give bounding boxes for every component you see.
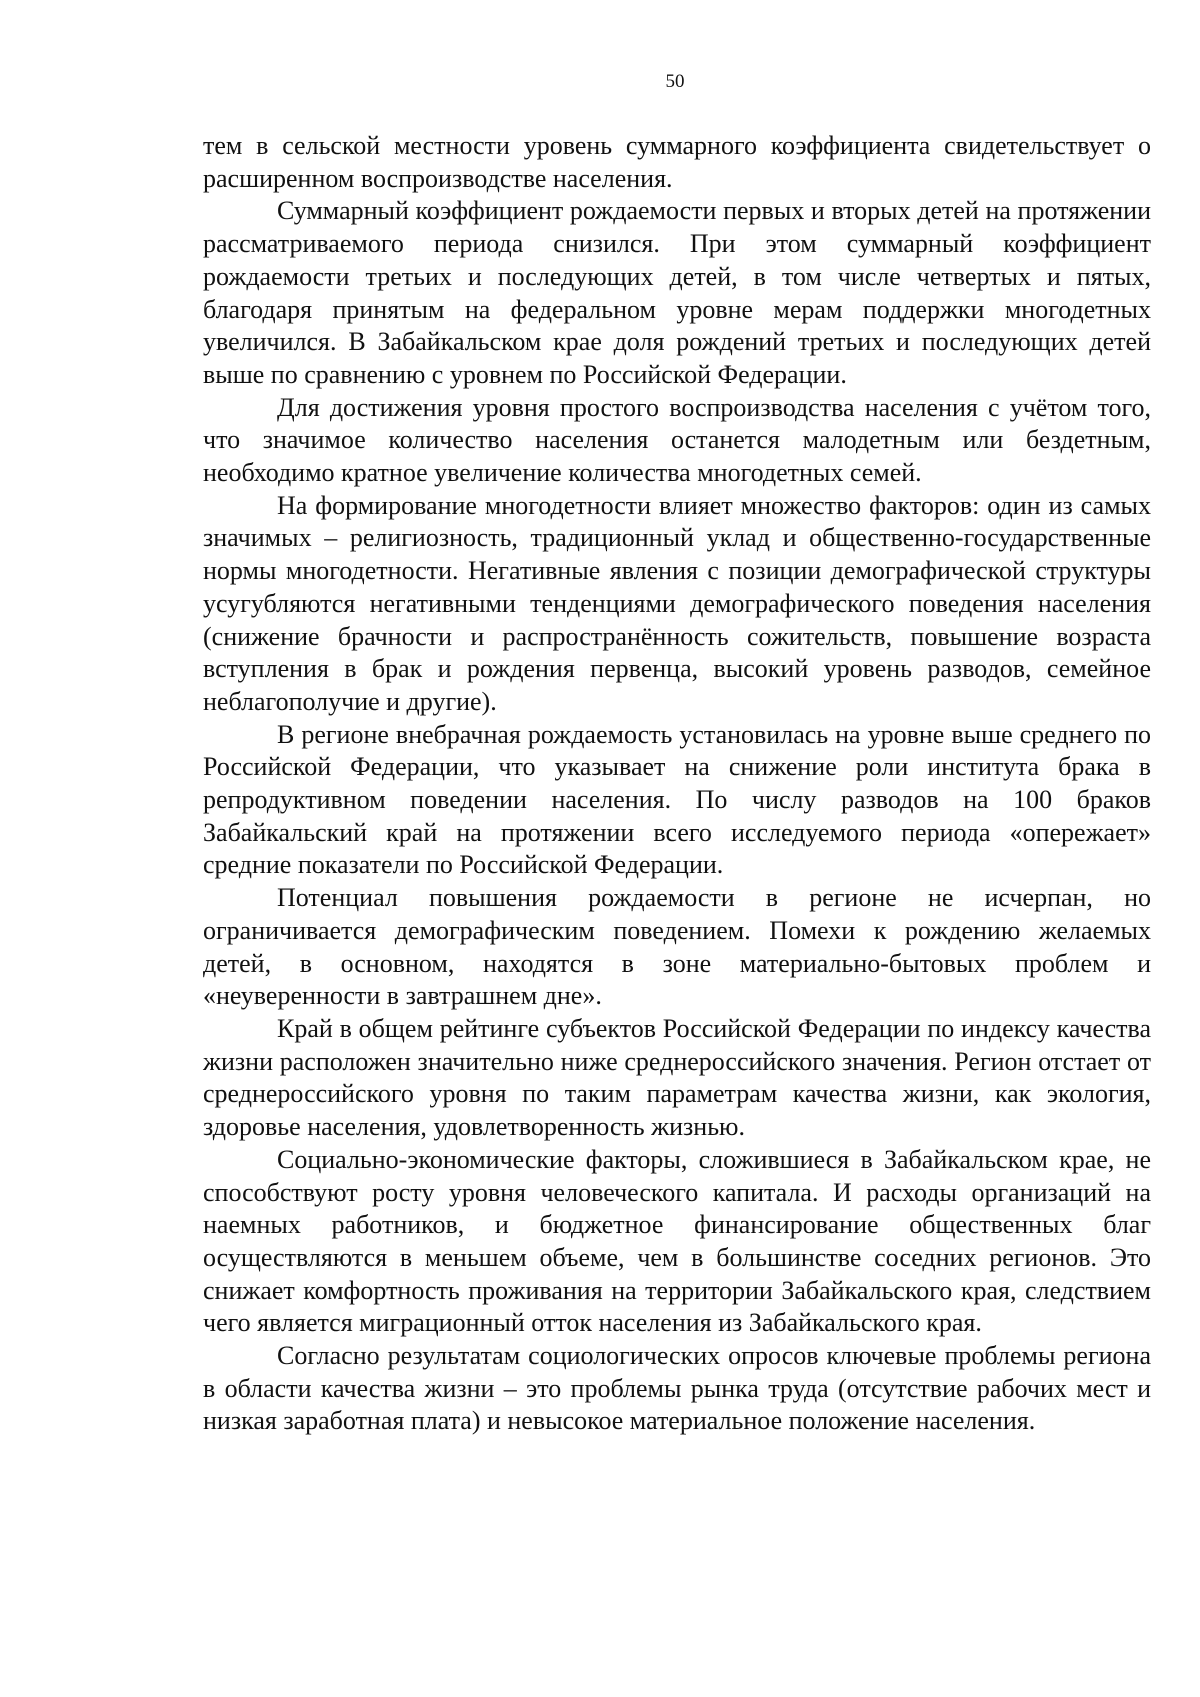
paragraph-continuation: тем в сельской местности уровень суммарного коэффициента свидетельствует о расширенном воспроизводстве населения.: [203, 131, 1151, 193]
page-number: 50: [665, 71, 685, 92]
paragraph-fertility-potential: Потенциал повышения рождаемости в регионе не исчерпан, но ограничивается демографическим поведением. Помехи к рождению желаемых детей, в основном, находятся в зоне материально-бытовых проблем и «неуверенности в завтрашнем дне».: [203, 883, 1151, 1011]
paragraph-simple-reproduction: Для достижения уровня простого воспроизводства населения с учётом того, что значимое количество населения останется малодетным или бездетным, необходимо кратное увеличение количества многодетных семей.: [203, 392, 1151, 488]
paragraph-large-family-factors: На формирование многодетности влияет множество факторов: один из самых значимых – религиозность, традиционный уклад и общественно-государственные нормы многодетности. Негативные явления с позиции демографической структуры усугубляются негативными тенденциями демографического поведения населения (снижение брачности и распространённость сожительств, повышение возраста вступления в брак и рождения первенца, высокий уровень разводов, семейное неблагополучие и другие).: [203, 490, 1151, 716]
paragraph-extramarital-births: В регионе внебрачная рождаемость установилась на уровне выше среднего по Российской Федерации, что указывает на снижение роли института брака в репродуктивном поведении населения. По числу разводов на 100 браков Забайкальский край на протяжении всего исследуемого периода «опережает» средние показатели по Российской Федерации.: [203, 719, 1151, 880]
paragraph-quality-of-life-rating: Край в общем рейтинге субъектов Российской Федерации по индексу качества жизни расположен значительно ниже среднероссийского значения. Регион отстает от среднероссийского уровня по таким параметрам качества жизни, как экология, здоровье населения, удовлетворенность жизнью.: [203, 1013, 1151, 1142]
document-body: [203, 130, 1151, 1438]
paragraph-socioeconomic-factors: Социально-экономические факторы, сложившиеся в Забайкальском крае, не способствуют росту уровня человеческого капитала. И расходы организаций на наемных работников, и бюджетное финансирование общественных благ осуществляются в меньшем объеме, чем в большинстве соседних регионов. Это снижает комфортность проживания на территории Забайкальского края, следствием чего является миграционный отток населения из Забайкальского края.: [203, 1144, 1151, 1338]
paragraph-sociological-surveys: Согласно результатам социологических опросов ключевые проблемы региона в области качества жизни – это проблемы рынка труда (отсутствие рабочих мест и низкая заработная плата) и невысокое материальное положение населения.: [203, 1341, 1151, 1436]
paragraph-birth-rate-coefficients: Суммарный коэффициент рождаемости первых и вторых детей на протяжении рассматриваемого периода снизился. При этом суммарный коэффициент рождаемости третьих и последующих детей, в том числе четвертых и пятых, благодаря принятым на федеральном уровне мерам поддержки многодетных увеличился. В Забайкальском крае доля рождений третьих и последующих детей выше по сравнению с уровнем по Российской Федерации.: [203, 196, 1151, 389]
